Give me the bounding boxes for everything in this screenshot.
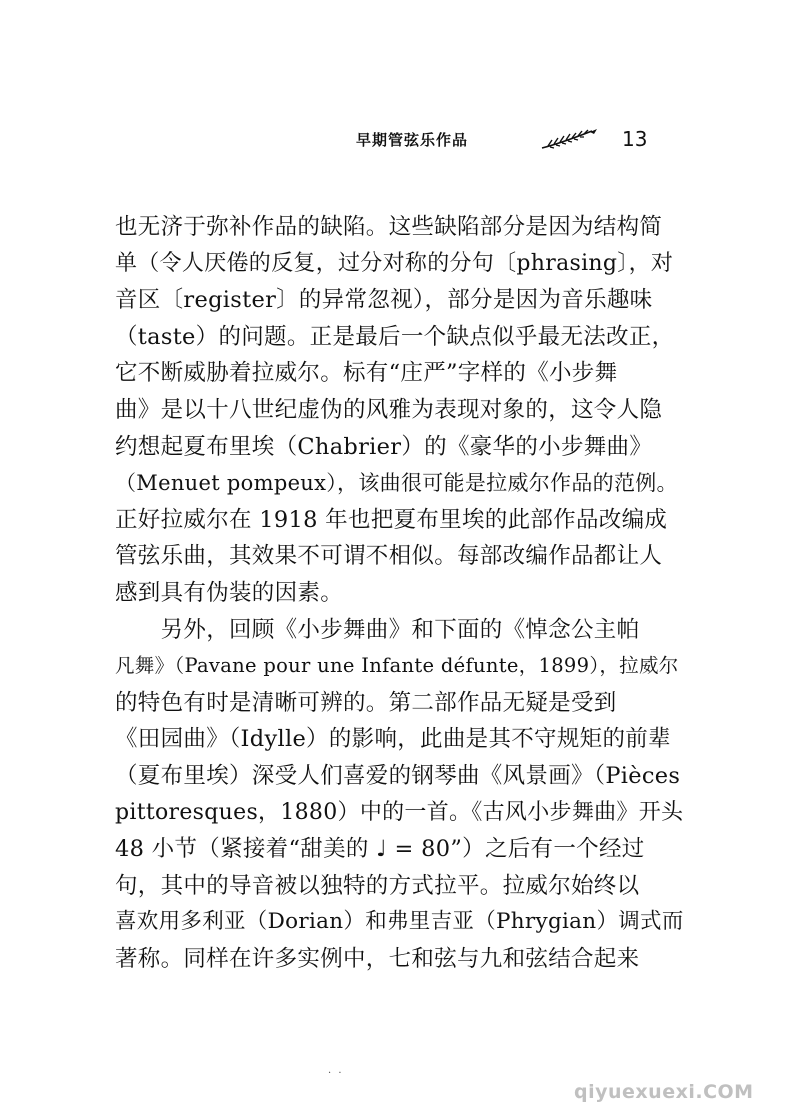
text-line: 的特色有时是清晰可辨的。第二部作品无疑是受到 bbox=[115, 689, 617, 716]
running-header-title: 早期管弦乐作品 bbox=[356, 131, 469, 149]
text-line: （taste）的问题。正是最后一个缺点似乎最无法改正， bbox=[115, 323, 675, 350]
footer-dots: · · bbox=[328, 1068, 344, 1079]
text-line: 另外，回顾《小步舞曲》和下面的《悼念公主帕 bbox=[115, 616, 640, 643]
text-line: 著称。同样在许多实例中，七和弦与九和弦结合起来 bbox=[115, 945, 640, 972]
text-line: （夏布里埃）深受人们喜爱的钢琴曲《风景画》（Pièces bbox=[115, 762, 681, 789]
text-line: 喜欢用多利亚（Dorian）和弗里吉亚（Phrygian）调式而 bbox=[115, 909, 684, 935]
text-line: 48 小节（紧接着“甜美的 ♩ = 80”）之后有一个经过 bbox=[115, 836, 645, 863]
text-line: 句，其中的导音被以独特的方式拉平。拉威尔始终以 bbox=[115, 872, 640, 899]
text-line: （Menuet pompeux），该曲很可能是拉威尔作品的范例。 bbox=[115, 471, 678, 496]
feather-ornament-icon bbox=[540, 128, 600, 150]
text-line: 正好拉威尔在 1918 年也把夏布里埃的此部作品改编成 bbox=[115, 506, 668, 533]
text-line: 它不断威胁着拉威尔。标有“庄严”字样的《小步舞 bbox=[115, 360, 618, 387]
text-line: 凡舞》（Pavane pour une Infante défunte，1899），拉威尔 bbox=[115, 654, 679, 678]
body-text bbox=[115, 209, 685, 977]
page-number: 13 bbox=[622, 127, 648, 151]
text-line: 《田园曲》（Idylle）的影响，此曲是其不守规矩的前辈 bbox=[115, 726, 671, 753]
text-line: 也无济于弥补作品的缺陷。这些缺陷部分是因为结构简 bbox=[115, 214, 663, 240]
text-line: pittoresques，1880）中的一首。《古风小步舞曲》开头 bbox=[115, 799, 684, 825]
text-line: 单（令人厌倦的反复，过分对称的分句〔phrasing〕，对 bbox=[115, 250, 674, 276]
text-line: 约想起夏布里埃（Chabrier）的《豪华的小步舞曲》 bbox=[115, 433, 653, 460]
site-watermark: qiyuexuexi.COM bbox=[574, 1081, 754, 1103]
text-line: 管弦乐曲，其效果不可谓不相似。每部改编作品都让人 bbox=[115, 543, 663, 570]
text-line: 感到具有伪装的因素。 bbox=[115, 579, 344, 606]
text-line: 曲》是以十八世纪虚伪的风雅为表现对象的，这令人隐 bbox=[115, 396, 663, 423]
text-line: 音区〔register〕的异常忽视），部分是因为音乐趣味 bbox=[115, 287, 653, 314]
running-header bbox=[0, 126, 794, 156]
